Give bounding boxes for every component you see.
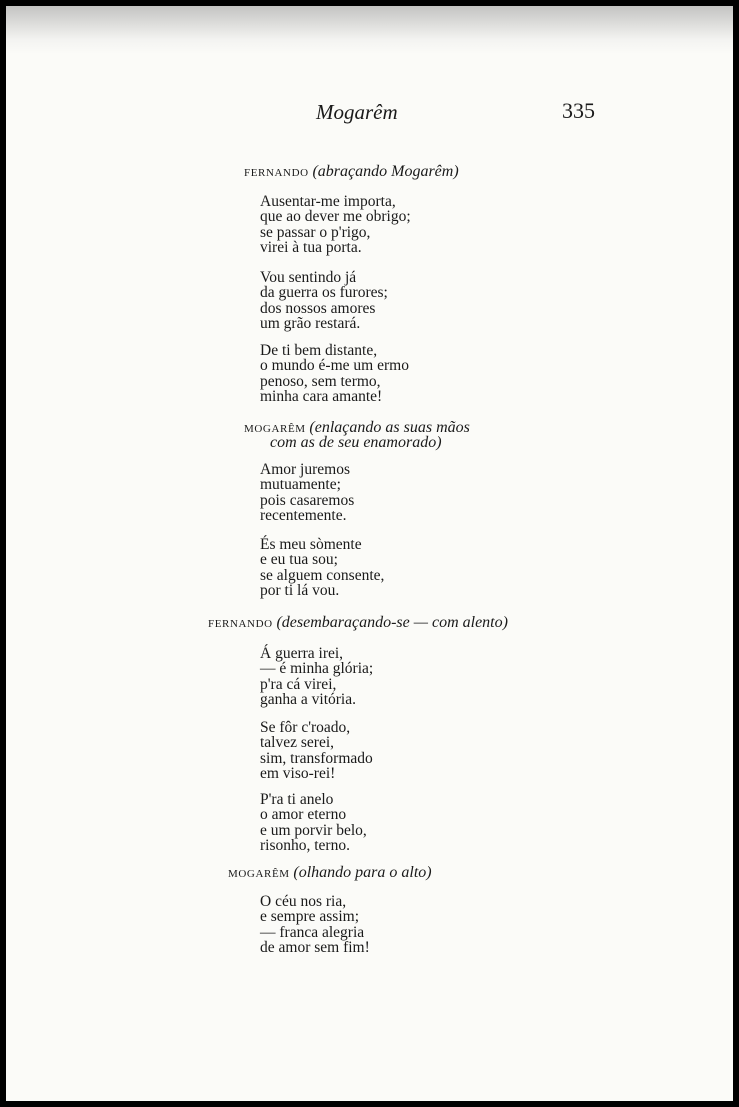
speaker-name: MOGARÊM [228,868,290,880]
stage-direction-continued: com as de seu enamorado) [270,434,442,451]
verse-line: que ao dever me obrigo; [260,208,411,226]
verse-line: Amor juremos [260,461,350,478]
verse-line: Vou sentindo já [260,269,357,286]
verse-line: se alguem consente, [260,566,385,584]
stanza [260,894,370,956]
verse-line: talvez serei, [260,734,335,752]
verse-line: mutuamente; [260,476,341,494]
verse-line: ganha a vitória. [260,691,356,709]
stanza [260,343,409,405]
stanza [260,270,388,332]
verse-line: P'ra ti anelo [260,791,334,808]
verse-line: de amor sem fim! [260,939,370,957]
verse-line: e sempre assim; [260,908,360,926]
stage-direction: (enlaçando as suas mãos [309,419,470,436]
stage-direction: (olhando para o alto) [293,864,432,881]
verse-line: e um porvir belo, [260,821,367,839]
stanza [260,537,384,599]
speaker-name: FERNANDO [244,167,309,179]
verse-line: Se fôr c'roado, [260,719,351,736]
speaker-cue [208,613,508,634]
verse-line: Ausentar-me importa, [260,193,396,210]
speaker-cue [244,162,459,183]
book-page [6,6,733,1101]
verse-line: — é minha glória; [260,660,374,678]
verse-line: se passar o p'rigo, [260,223,371,241]
verse-line: em viso-rei! [260,765,336,783]
verse-line: da guerra os furores; [260,284,388,302]
verse-line: sim, transformado [260,749,373,767]
page-number: 335 [562,98,595,123]
verse-line: um grão restará. [260,315,361,333]
stanza [260,720,373,782]
running-header-title: Mogarêm [316,100,398,124]
verse-line: o mundo é-me um ermo [260,357,409,375]
verse-line: O céu nos ria, [260,893,347,910]
verse-line: És meu sòmente [260,536,362,553]
stanza [260,462,354,524]
verse-line: — franca alegria [260,923,365,941]
verse-line: p'ra cá virei, [260,675,337,693]
verse-line: por ti lá vou. [260,582,340,600]
verse-line: recentemente. [260,507,347,525]
stage-direction: (desembaraçando-se — com alento) [276,614,508,631]
stanza [260,194,411,256]
verse-line: dos nossos amores [260,299,376,317]
verse-line: o amor eterno [260,806,347,824]
verse-line: pois casaremos [260,491,355,509]
speaker-cue [228,863,432,884]
speaker-name: FERNANDO [208,618,273,630]
verse-line: De ti bem distante, [260,342,378,359]
verse-line: e eu tua sou; [260,551,338,569]
verse-line: risonho, terno. [260,837,350,855]
speaker-name: MOGARÊM [244,423,306,435]
verse-line: penoso, sem termo, [260,372,381,390]
stanza [260,646,373,708]
verse-line: virei à tua porta. [260,239,362,257]
verse-line: minha cara amante! [260,388,383,406]
stanza [260,792,367,854]
stage-direction: (abraçando Mogarêm) [312,163,459,180]
verse-line: Á guerra irei, [260,645,344,662]
